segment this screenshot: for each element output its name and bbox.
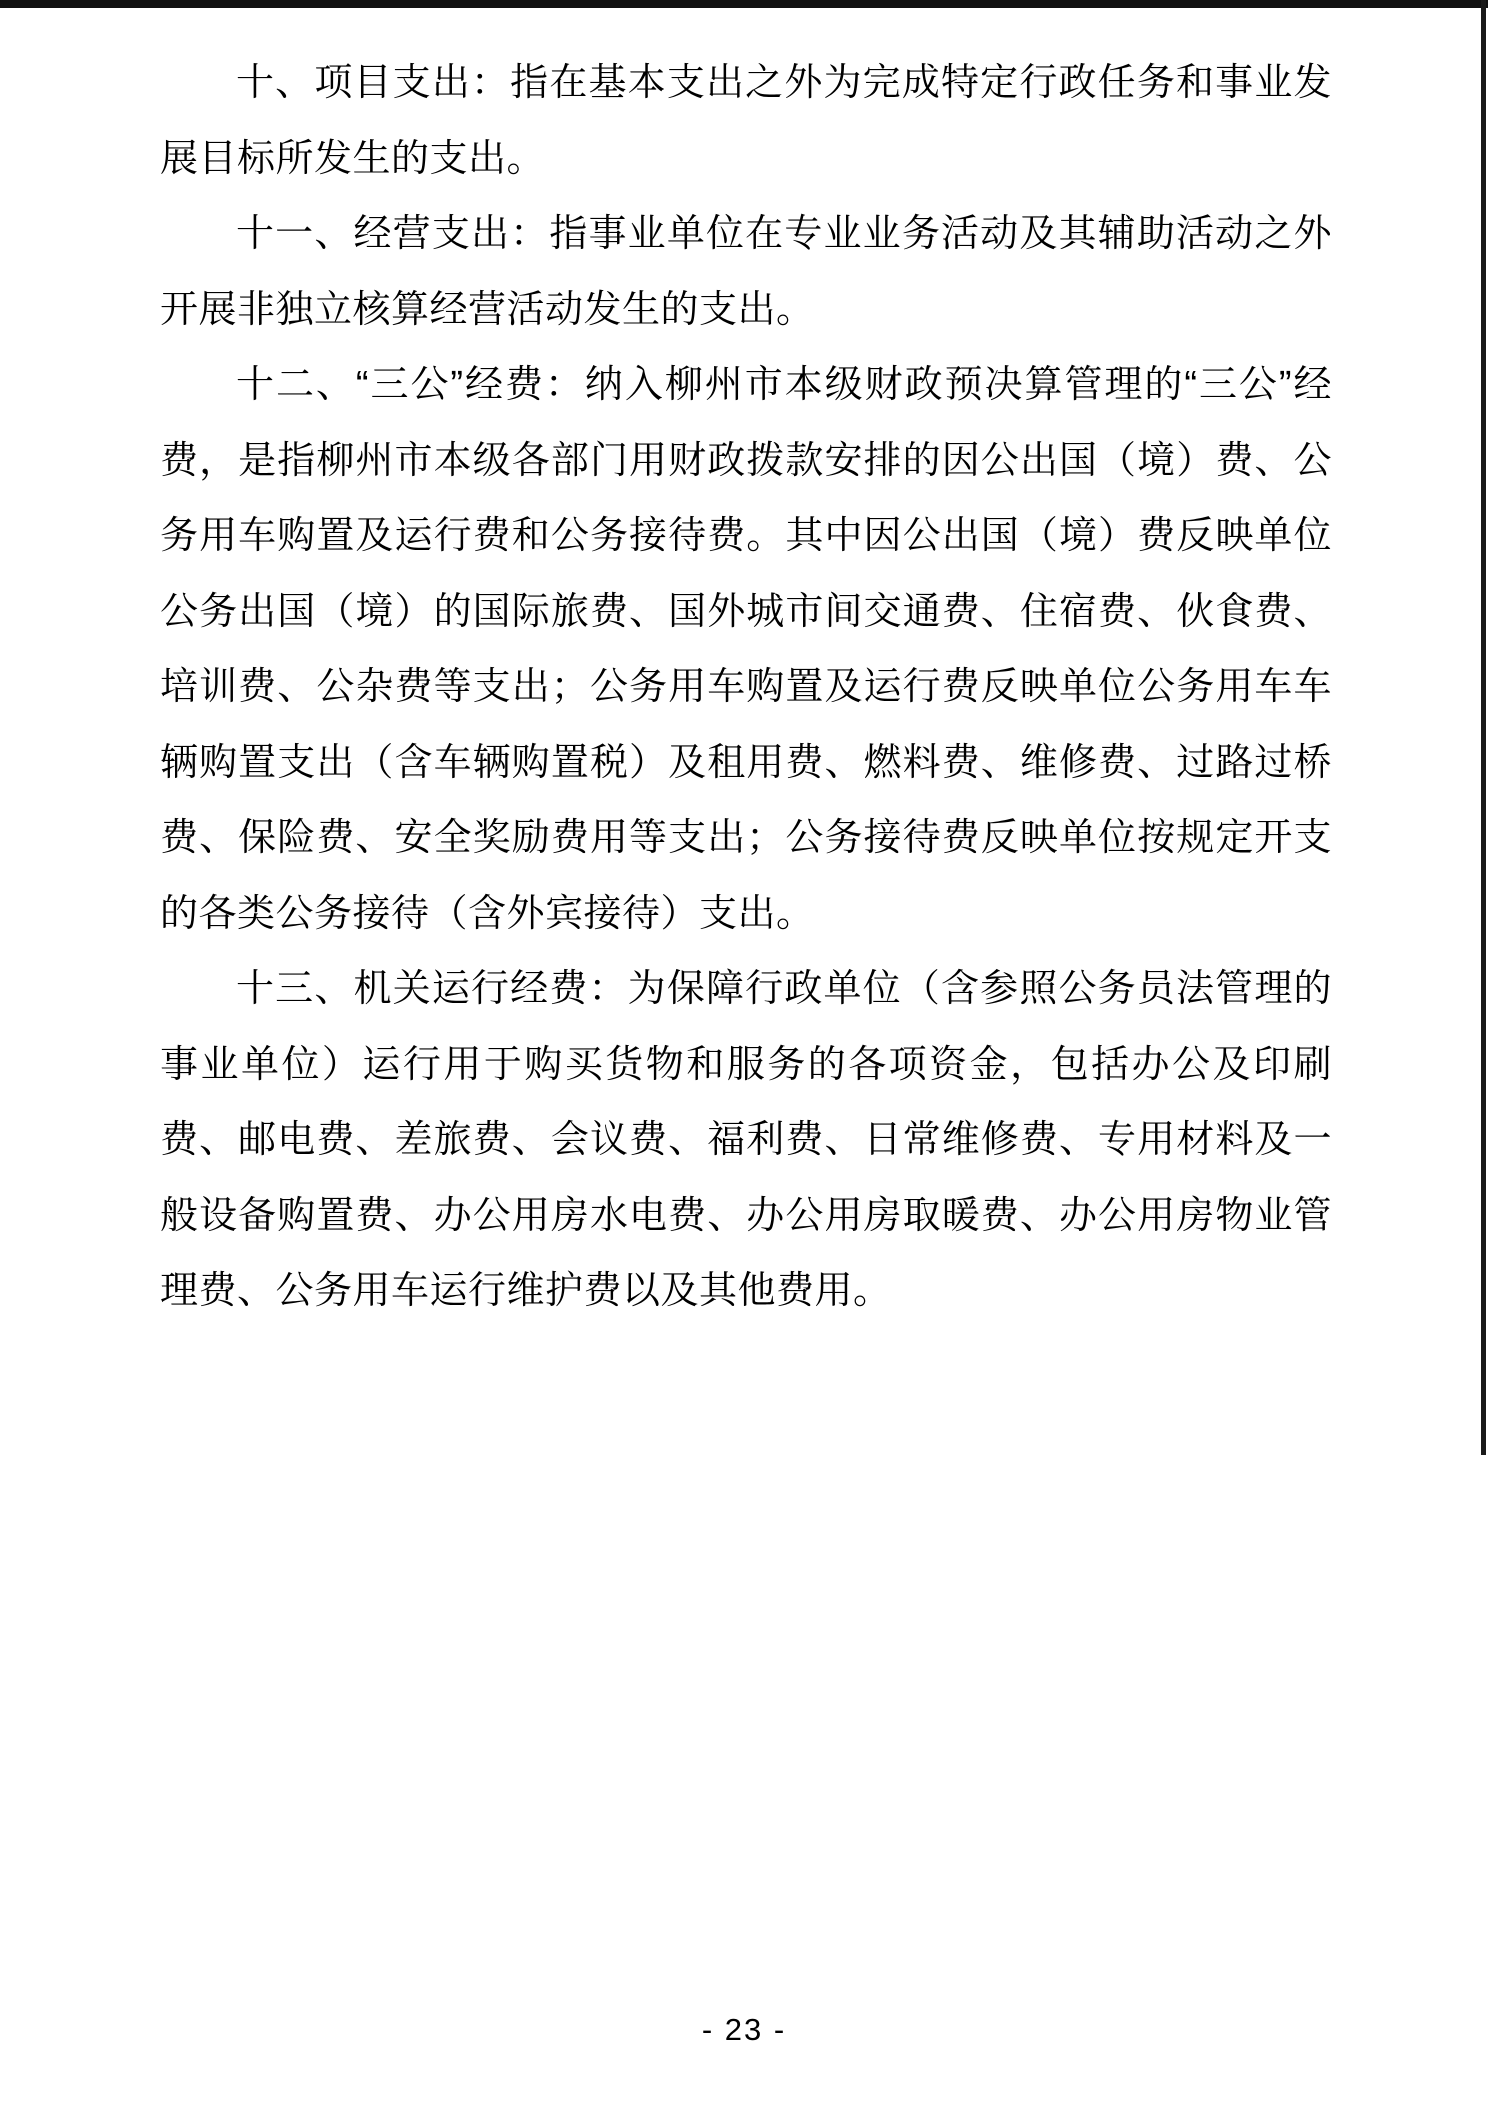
paragraph-item-12-three-public-funds: 十二、“三公”经费：纳入柳州市本级财政预决算管理的“三公”经费，是指柳州市本级各部门用财政拨款安排的因公出国（境）费、公务用车购置及运行费和公务接待费。其中因公出国（境）费反映单位公务出国（境）的国际旅费、国外城市间交通费、住宿费、伙食费、培训费、公杂费等支出；公务用车购置及运行费反映单位公务用车车辆购置支出（含车辆购置税）及租用费、燃料费、维修费、过路过桥费、保险费、安全奖励费用等支出；公务接待费反映单位按规定开支的各类公务接待（含外宾接待）支出。 [160, 364, 1332, 935]
paragraph-item-11-operating-expenditure: 十一、经营支出：指事业单位在专业业务活动及其辅助活动之外开展非独立核算经营活动发生的支出。 [160, 213, 1332, 331]
scan-artifact-top [0, 0, 1488, 8]
page-number: - 23 - [701, 2012, 787, 2047]
paragraph-item-10-project-expenditure: 十、项目支出：指在基本支出之外为完成特定行政任务和事业发展目标所发生的支出。 [160, 62, 1332, 180]
document-body [160, 46, 1332, 1330]
page-footer [0, 2012, 1488, 2048]
scan-artifact-right [1481, 0, 1486, 1455]
paragraph-item-13-agency-operating-funds: 十三、机关运行经费：为保障行政单位（含参照公务员法管理的事业单位）运行用于购买货物和服务的各项资金，包括办公及印刷费、邮电费、差旅费、会议费、福利费、日常维修费、专用材料及一般设备购置费、办公用房水电费、办公用房取暖费、办公用房物业管理费、公务用车运行维护费以及其他费用。 [160, 968, 1332, 1312]
